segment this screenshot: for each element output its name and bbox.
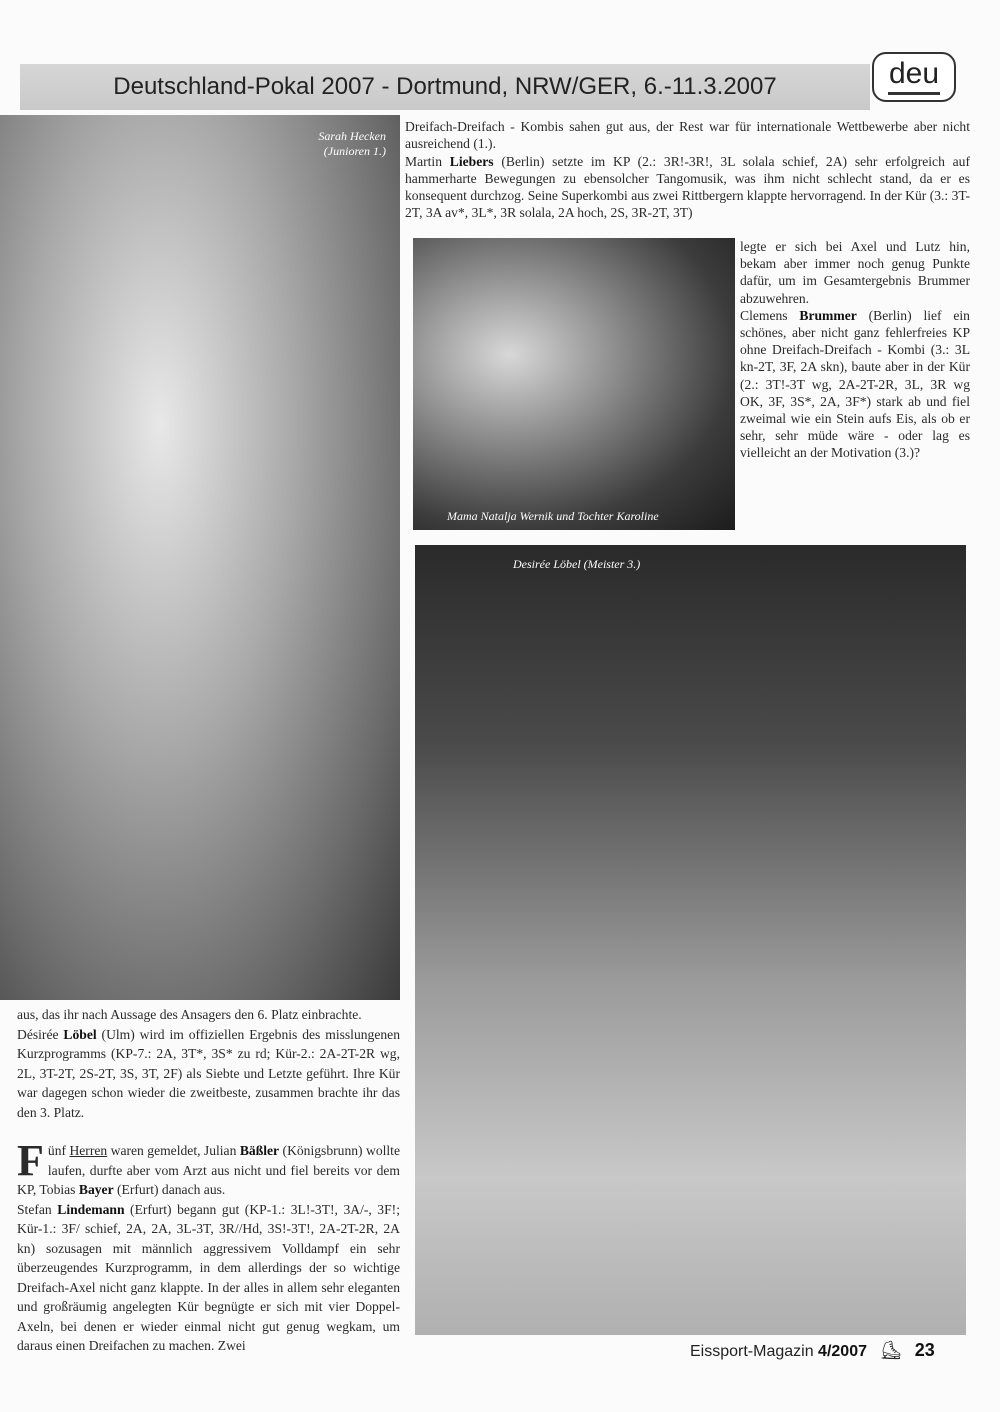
issue-number: 4/2007	[818, 1343, 867, 1360]
skater-name: Löbel	[63, 1026, 97, 1042]
paragraph: Stefan Lindemann (Erfurt) begann gut (KP-1.: 3L!-3T!, 3A/-, 3F!; Kür-1.: 3F/ schief, 2A, 2A, 3L-3T, 3R//Hd, 3S!-3T!, 2A-2T-2R, 2A kn) sozusagen mit männlich aggressivem Volldampf ein sehr überzeugendes Kurzprogramm, in dem allerdings der so wichtige Dreifach-Axel nicht ganz klappte. In der alles in allem sehr eleganten und großräumig angelegten Kür begnügte er sich mit vier Doppel-Axeln, bei denen er wieder einmal nicht gut genug wegkam, um daraus einen Dreifachen zu machen. Zwei	[17, 1201, 400, 1353]
photo-caption: Desirée Löbel (Meister 3.)	[513, 557, 641, 571]
photo-caption: Sarah Hecken	[318, 129, 386, 143]
skater-name: Lindemann	[57, 1201, 125, 1217]
paragraph: aus, das ihr nach Aussage des Ansagers den 6. Platz einbrachte.	[17, 1007, 362, 1022]
photo-sarah-hecken	[0, 115, 400, 1000]
skater-name: Brummer	[799, 307, 857, 323]
page-footer	[690, 1340, 935, 1361]
article-column-side	[740, 238, 970, 462]
paragraph: Fünf Herren waren gemeldet, Julian Bäßler (Königsbrunn) wollte laufen, durfte aber vom Arzt aus nicht und fiel bereits vor dem KP, Tobias Bayer (Erfurt) danach aus.	[17, 1136, 400, 1197]
photo-desiree-loebel	[415, 545, 966, 1335]
article-column-bottom	[17, 1005, 400, 1356]
photo-caption: Mama Natalja Wernik und Tochter Karoline	[447, 509, 659, 523]
drop-cap: F	[17, 1136, 44, 1185]
skater-name: Bäßler	[239, 1143, 280, 1158]
deu-logo: deu	[872, 52, 956, 102]
paragraph: Martin Liebers (Berlin) setzte im KP (2.: 3R!-3R!, 3L solala schief, 2A) sehr erfolgreich auf hammerharte Bewegungen zu ebensolcher Tangomusik, was ihm nicht schlecht stand, da er es konsequent durchzog. Seine Superkombi aus zwei Rittbergern klappte hervorragend. In der Kür (3.: 3T-2T, 3A av*, 3L*, 3R solala, 2A hoch, 2S, 3R-2T, 3T)	[405, 153, 970, 221]
skater-name: Liebers	[449, 153, 494, 169]
magazine-name: Eissport-Magazin	[690, 1343, 819, 1360]
photo-wernik	[413, 238, 735, 530]
paragraph: legte er sich bei Axel und Lutz hin, bekam aber immer noch genug Punkte dafür, um im Gesamtergebnis Brummer abzuwehren.	[740, 239, 970, 306]
page-number: 23	[914, 1340, 935, 1360]
paragraph: Clemens Brummer (Berlin) lief ein schönes, aber nicht ganz fehlerfreies KP ohne Dreifach-Dreifach - Kombi (3.: 3L kn-2T, 3F, 2A skn), baute aber in der Kür (2.: 3T!-3T wg, 2A-2T-2R, 3L, 3R wg OK, 3F, 3S*, 2A, 3F*) stark ab und fiel zweimal wie ein Stein aufs Eis, als ob er sehr, sehr müde wäre - oder lag es vielleicht an der Motivation (3.)?	[740, 307, 970, 461]
skater-logo-icon: ⛸	[879, 1340, 903, 1360]
paragraph: Désirée Löbel (Ulm) wird im offiziellen Ergebnis des misslungenen Kurzprogramms (KP-7.: 2A, 3T*, 3S* zu rd; Kür-2.: 2A-2T-2R wg, 2L, 3T-2T, 2S-2T, 3S, 3T, 2F) als Siebte und Letzte geführt. Ihre Kür war dagegen schon wieder die zweitbeste, zusammen brachte ihr das den 3. Platz.	[17, 1026, 400, 1120]
section-keyword: Herren	[69, 1143, 108, 1158]
page-header: Deutschland-Pokal 2007 - Dortmund, NRW/GER, 6.-11.3.2007	[20, 64, 870, 110]
paragraph: Dreifach-Dreifach - Kombis sahen gut aus, der Rest war für internationale Wettbewerbe aber nicht ausreichend (1.).	[405, 119, 970, 152]
article-column-top	[405, 118, 970, 222]
photo-caption: (Junioren 1.)	[323, 144, 386, 158]
skater-name: Bayer	[78, 1182, 114, 1197]
